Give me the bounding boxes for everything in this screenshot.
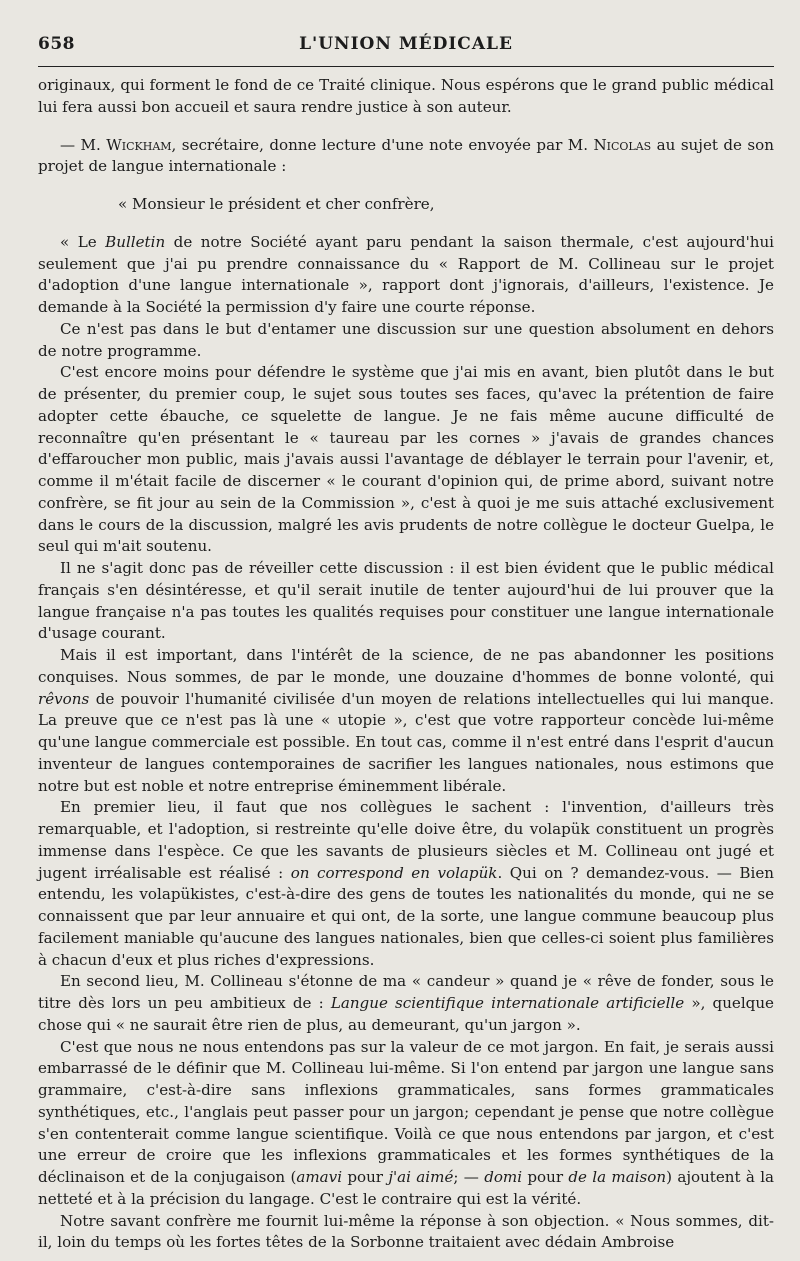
paragraph: C'est encore moins pour défendre le système que j'ai mis en avant, bien plutôt dans le but de présenter, du premier coup, le sujet sous toutes ses faces, qu'avec la prétention de faire adopter cette ébauche, ce squelette de langue. Je ne fais même aucune difficulté de reconnaître qu'en présentant le « taureau par les cornes » j'avais de grandes chances d'effaroucher mon public, mais j'avais aussi l'avantage de déblayer le terrain pour l'avenir, et, comme il m'était facile de discerner « le courant d'opinion qui, de prime abord, suivant notre confrère, se fit jour au sein de la Commission », c'est à quoi je me suis attaché exclusivement dans le cours de la discussion, malgré les avis prudents de notre collègue le docteur Guelpa, le seul qui m'ait soutenu. — [38, 363, 774, 556]
paragraph: originaux, qui forment le fond de ce Traité clinique. Nous espérons que le grand public médical lui fera aussi bon accueil et saura rendre justice à son auteur. — [38, 76, 774, 116]
paragraph: En second lieu, M. Collineau s'étonne de ma « candeur » quand je « rêve de fonder, sous le titre dès lors un peu ambitieux de : Langue scientifique internationale artificielle », quelque chose qui « ne saurait être rien de plus, au demeurant, qu'un jargon ». — [38, 972, 774, 1034]
header-rule — [38, 66, 774, 67]
paragraph: — M. Wickham, secrétaire, donne lecture d'une note envoyée par M. Nicolas au sujet de son projet de langue internationale : — [38, 135, 774, 176]
paragraph: C'est que nous ne nous entendons pas sur la valeur de ce mot jargon. En fait, je serais aussi embarrassé de le définir que M. Collineau lui-même. Si l'on entend par jargon une langue sans grammaire, c'est-à-dire sans inflexions grammaticales, sans formes grammaticales synthétiques, etc., l'anglais peut passer pour un jargon; cependant je pense que notre collègue s'en contenterait comme langue scientifique. Voilà ce que nous entendons par jargon, et c'est une erreur de croire que les inflexions grammaticales et les formes synthétiques de la déclinaison et de la conjugaison (amavi pour j'ai aimé; — domi pour de la maison) ajoutent à la netteté et à la précision du langage. C'est le contraire qui est la vérité. — [38, 1037, 775, 1208]
person-name: Wickham — [106, 135, 172, 154]
running-title: L'UNION MÉDICALE — [299, 34, 513, 54]
letter-salutation: « Monsieur le président et cher confrère, — [118, 195, 435, 213]
article-body — [38, 75, 774, 1254]
page-header — [38, 34, 774, 56]
paragraph: En premier lieu, il faut que nos collègues le sachent : l'invention, d'ailleurs très remarquable, et l'adoption, si restreinte qu'elle doive être, du volapük constituent un progrès immense dans l'espèce. Ce que les savants de plusieurs siècles et M. Collineau ont jugé et jugent irréalisable est réalisé : on correspond en volapük. Qui on ? demandez-vous. — Bien entendu, les volapükistes, c'est-à-dire des gens de toutes les nationalités du monde, qui ne se connaissent que par leur annuaire et qui ont, de la sorte, une langue commune beaucoup plus facilement maniable qu'aucune des langues nationales, bien que celles-ci soient plus familières à chacun d'eux et plus riches d'expressions. — [38, 798, 774, 969]
paragraph: « Le Bulletin de notre Société ayant paru pendant la saison thermale, c'est aujourd'hui seulement que j'ai pu prendre connaissance du « Rapport de M. Collineau sur le projet d'adoption d'une langue internationale », rapport dont j'ignorais, d'ailleurs, l'existence. Je demande à la Société la permission d'y faire une courte réponse. — [38, 232, 774, 316]
person-name: Nicolas — [593, 135, 652, 154]
paragraph: Ce n'est pas dans le but d'entamer une discussion sur une question absolument en dehors de notre programme. — [38, 319, 774, 360]
page-number: 658 — [38, 34, 75, 54]
paragraph: Il ne s'agit donc pas de réveiller cette discussion : il est bien évident que le public médical français s'en désintéresse, et qu'il serait inutile de tenter aujourd'hui de lui prouver que la langue française n'a pas toutes les qualités requises pour constituer une langue internationale d'usage courant. — [38, 559, 774, 643]
paragraph: Mais il est important, dans l'intérêt de la science, de ne pas abandonner les positions conquises. Nous sommes, de par le monde, une douzaine d'hommes de bonne volonté, qui rêvons de pouvoir l'humanité civilisée d'un moyen de relations intellectuelles qui lui manque. La preuve que ce n'est pas là une « utopie », c'est que votre rapporteur concède lui-même qu'une langue commerciale est possible. En tout cas, comme il n'est entré dans l'esprit d'aucun inventeur de langues contemporaines de sacrifier les langues nationales, nous estimons que notre but est noble et notre entreprise éminemment libérale. — [38, 646, 774, 795]
paragraph: Notre savant confrère me fournit lui-même la réponse à son objection. « Nous sommes, dit-il, loin du temps où les fortes têtes de la Sorbonne traitaient avec dédain Ambroise — [38, 1211, 774, 1252]
